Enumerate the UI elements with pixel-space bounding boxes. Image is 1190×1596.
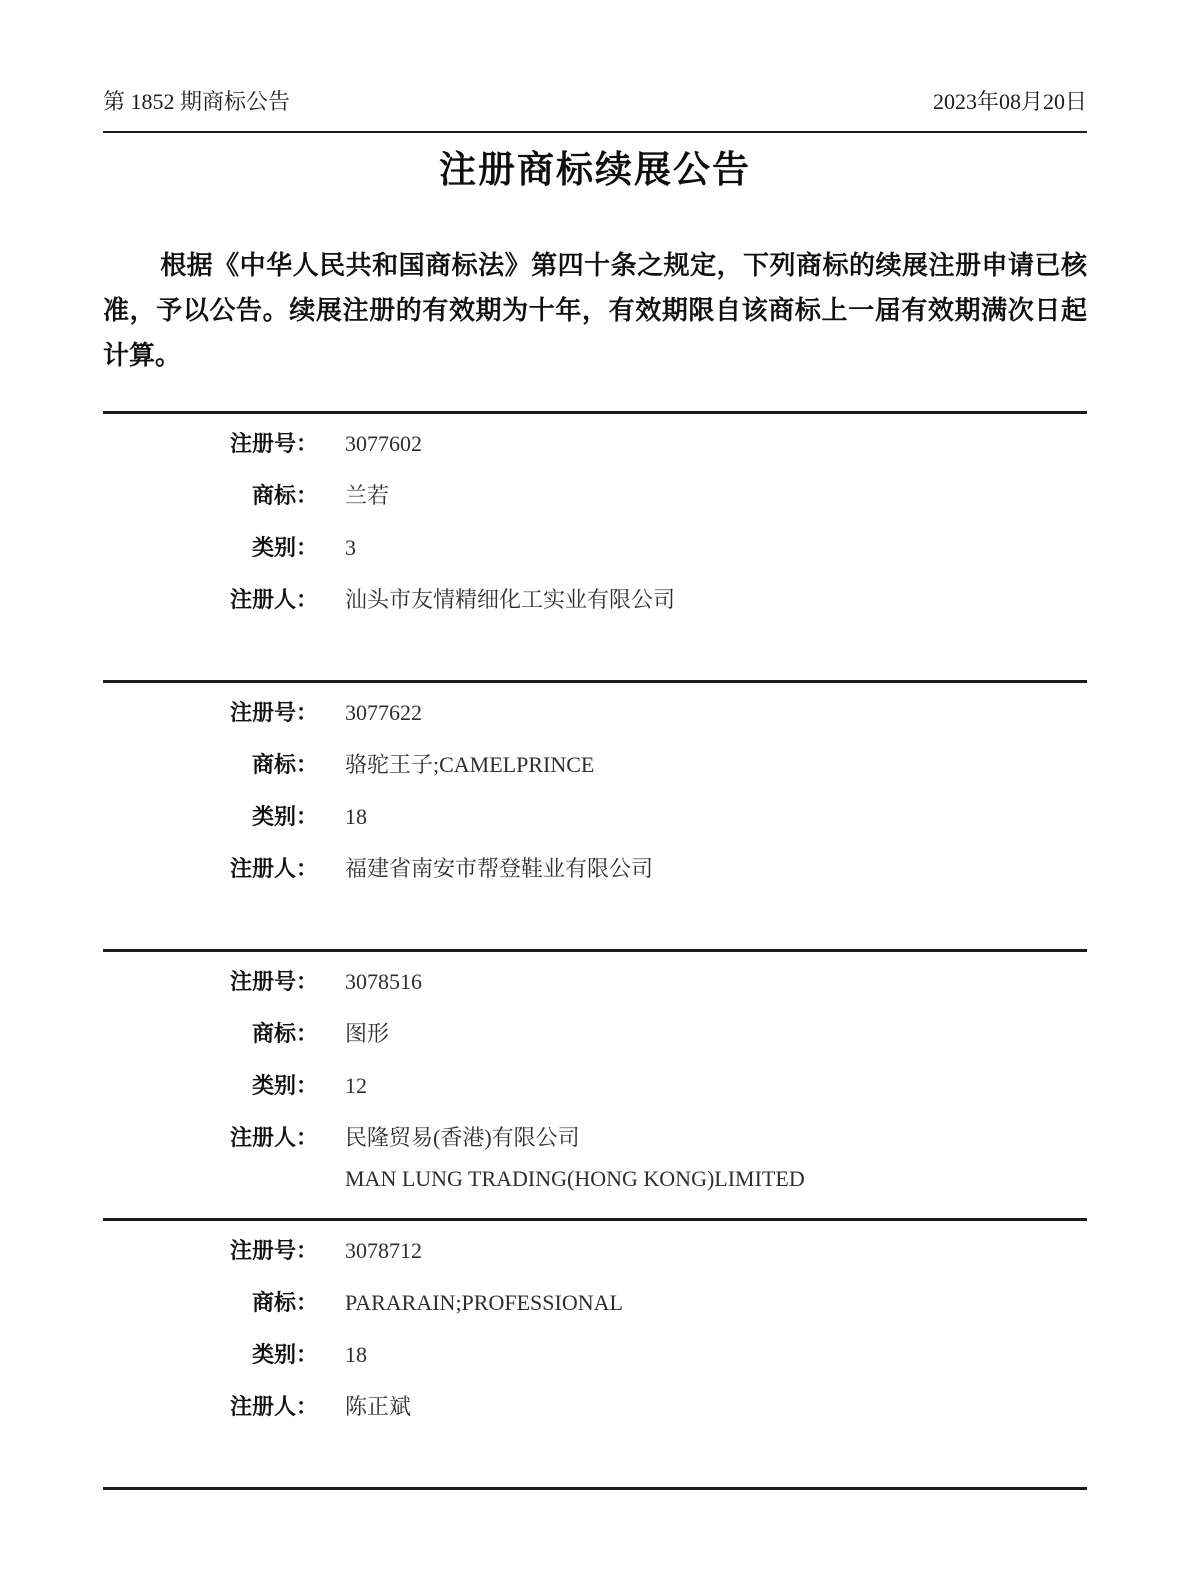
reg-no-row	[103, 1236, 1087, 1288]
trademark-row	[103, 750, 1087, 802]
registrant-value: 福建省南安市帮登鞋业有限公司	[345, 856, 654, 881]
category-row	[103, 533, 1087, 585]
registrant-name-zh: 民隆贸易(香港)有限公司	[345, 1125, 580, 1150]
category-row	[103, 802, 1087, 854]
category-label: 类别：	[251, 535, 318, 560]
category-value: 12	[345, 1073, 367, 1098]
trademark-row	[103, 1019, 1087, 1071]
trademark-value: 骆驼王子;CAMELPRINCE	[345, 752, 595, 777]
trademark-record-4	[103, 1218, 1087, 1487]
trademark-label: 商标：	[251, 483, 318, 508]
trademark-label: 商标：	[251, 1021, 318, 1046]
reg-no-row	[103, 967, 1087, 1019]
reg-no-label: 注册号：	[229, 1238, 318, 1263]
document-header	[103, 88, 1087, 116]
registrant-row	[103, 1123, 1087, 1194]
reg-no-row	[103, 429, 1087, 481]
reg-no-value: 3077602	[345, 431, 422, 456]
intro-paragraph: 根据《中华人民共和国商标法》第四十条之规定，下列商标的续展注册申请已核准，予以公告。续展注册的有效期为十年，有效期限自该商标上一届有效期满次日起计算。	[103, 251, 1087, 370]
category-row	[103, 1340, 1087, 1392]
reg-no-value: 3078516	[345, 969, 422, 994]
category-label: 类别：	[251, 1342, 318, 1367]
reg-no-value: 3078712	[345, 1238, 422, 1263]
trademark-record-1	[103, 411, 1087, 680]
trademark-label: 商标：	[251, 1290, 318, 1315]
reg-no-row	[103, 698, 1087, 750]
gazette-date-label: 2023年08月20日	[932, 89, 1087, 114]
records-table	[103, 411, 1087, 1490]
trademark-row	[103, 1288, 1087, 1340]
registrant-label: 注册人：	[229, 1125, 318, 1150]
registrant-value: 陈正斌	[345, 1394, 412, 1419]
registrant-row	[103, 1392, 1087, 1444]
page-title: 注册商标续展公告	[439, 150, 751, 191]
registrant-value	[345, 1123, 805, 1194]
category-row	[103, 1071, 1087, 1123]
reg-no-value: 3077622	[345, 700, 422, 725]
reg-no-label: 注册号：	[229, 700, 318, 725]
category-label: 类别：	[251, 804, 318, 829]
gazette-issue-label: 第 1852 期商标公告	[103, 89, 291, 114]
header-divider	[103, 131, 1087, 133]
registrant-label: 注册人：	[229, 1394, 318, 1419]
registrant-row	[103, 854, 1087, 906]
category-value: 3	[345, 535, 356, 560]
reg-no-label: 注册号：	[229, 431, 318, 456]
registrant-value: 汕头市友情精细化工实业有限公司	[345, 587, 676, 612]
trademark-record-3	[103, 949, 1087, 1218]
page-content	[103, 0, 1087, 1490]
registrant-name-en: MAN LUNG TRADING(HONG KONG)LIMITED	[345, 1166, 805, 1191]
category-value: 18	[345, 804, 367, 829]
trademark-value: PARARAIN;PROFESSIONAL	[345, 1290, 623, 1315]
reg-no-label: 注册号：	[229, 969, 318, 994]
trademark-label: 商标：	[251, 752, 318, 777]
trademark-record-2	[103, 680, 1087, 949]
category-label: 类别：	[251, 1073, 318, 1098]
registrant-label: 注册人：	[229, 587, 318, 612]
trademark-row	[103, 481, 1087, 533]
trademark-value: 图形	[345, 1021, 390, 1046]
registrant-row	[103, 585, 1087, 637]
registrant-label: 注册人：	[229, 856, 318, 881]
trademark-value: 兰若	[345, 483, 390, 508]
category-value: 18	[345, 1342, 367, 1367]
